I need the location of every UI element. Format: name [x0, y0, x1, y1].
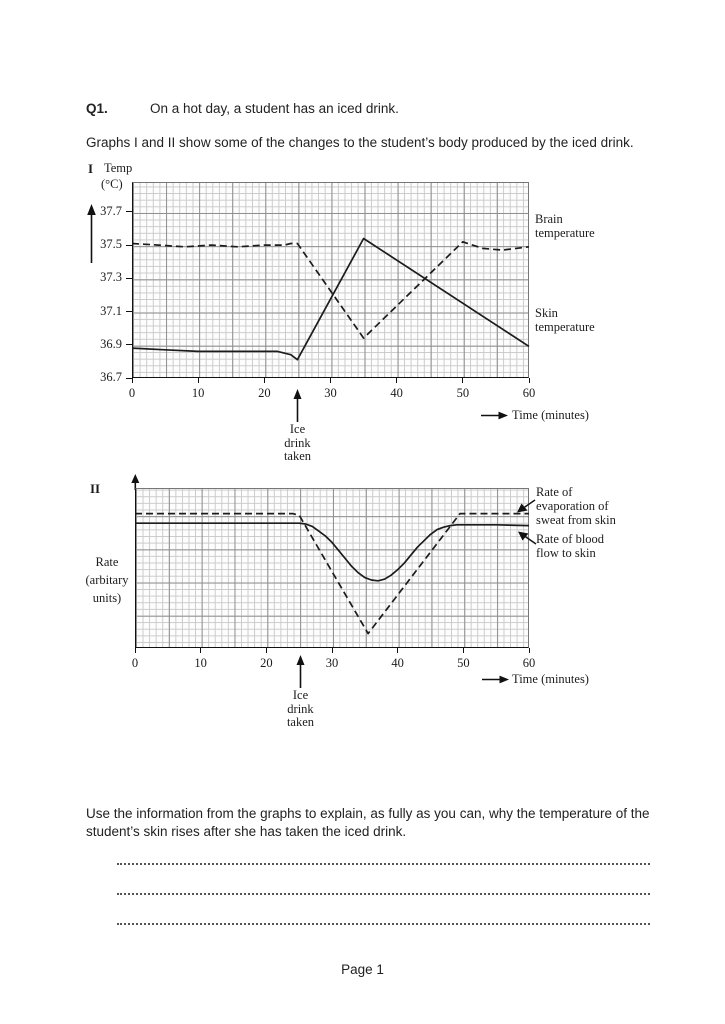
y-tick [126, 311, 132, 312]
y-tick-label: 36.9 [100, 336, 122, 351]
graph2-roman-numeral: II [90, 481, 101, 496]
x-tick-label: 60 [522, 386, 536, 400]
x-tick [332, 648, 333, 653]
y-tick-label: 37.3 [100, 270, 122, 285]
x-tick [330, 378, 331, 383]
y-tick [126, 245, 132, 246]
y-tick [126, 211, 132, 212]
sweat-label-arrow-icon [515, 497, 537, 515]
blood-flow-label: Rate of blood flow to skin [536, 532, 605, 560]
answer-line[interactable] [117, 893, 650, 895]
page-footer: Page 1 [341, 962, 384, 977]
x-tick-label: 30 [325, 656, 339, 670]
y-tick-label: 36.7 [100, 370, 122, 384]
graph1-ice-drink-note: Ice drink taken [283, 422, 312, 463]
graph2-xlabel: Time (minutes) [512, 672, 589, 686]
graph1-ylabel-line1: Temp [104, 161, 133, 175]
x-tick [135, 648, 136, 653]
x-tick-label: 40 [391, 656, 404, 670]
skin-temperature-label: Skin temperature [535, 306, 595, 334]
question-intro: On a hot day, a student has an iced drink. [150, 101, 399, 116]
prompt-line1: Use the information from the graphs to explain, as fully as you can, why the temperature of the [86, 806, 650, 821]
y-tick-label: 37.1 [100, 303, 122, 318]
time-axis-arrow-icon [482, 674, 509, 685]
ice-drink-arrow-icon [291, 389, 304, 423]
graph2-ice-drink-note: Ice drink taken [286, 688, 315, 729]
graph2-plot-area [135, 488, 529, 648]
sweat-evaporation-label: Rate of evaporation of sweat from skin [536, 485, 616, 527]
x-tick [463, 648, 464, 653]
x-tick-label: 20 [260, 656, 273, 670]
x-tick [397, 648, 398, 653]
question-number: Q1. [86, 101, 108, 116]
y-tick-label: 37.5 [100, 237, 122, 252]
x-tick [200, 648, 201, 653]
x-tick [266, 648, 267, 653]
x-tick-label: 10 [194, 656, 207, 670]
y-tick-label: 37.7 [100, 203, 122, 218]
x-tick-label: 30 [324, 386, 337, 400]
graphs-description: Graphs I and II show some of the changes to the student’s body produced by the iced drink. [86, 135, 634, 150]
graph1-plot-area [132, 182, 529, 378]
x-tick [462, 378, 463, 383]
x-tick [396, 378, 397, 383]
graph1-ylabel-line2: (°C) [101, 177, 123, 191]
answer-line[interactable] [117, 923, 650, 925]
prompt-line2: student’s skin rises after she has taken the iced drink. [86, 824, 407, 839]
brain-temperature-label: Brain temperature [535, 212, 595, 240]
x-tick-label: 50 [456, 386, 470, 400]
graph2-ylabel: Rate (arbitary units) [85, 555, 129, 605]
x-tick-label: 0 [128, 386, 136, 400]
x-tick [529, 648, 530, 653]
x-tick [529, 378, 530, 383]
x-tick-label: 10 [191, 386, 205, 400]
x-tick [198, 378, 199, 383]
graph1-roman-numeral: I [88, 161, 94, 176]
x-tick-label: 40 [390, 386, 403, 400]
x-tick-label: 0 [131, 656, 139, 670]
y-tick [126, 344, 132, 345]
x-tick [132, 378, 133, 383]
x-tick-label: 60 [522, 656, 536, 670]
time-axis-arrow-icon [481, 410, 508, 421]
x-tick-label: 20 [258, 386, 271, 400]
x-tick [264, 378, 265, 383]
y-tick [126, 378, 132, 379]
y-tick [126, 278, 132, 279]
ice-drink-arrow-icon [294, 655, 307, 689]
graph1-xlabel: Time (minutes) [512, 408, 589, 422]
blood-label-arrow-icon [516, 529, 538, 547]
answer-line[interactable] [117, 863, 650, 865]
x-tick-label: 50 [457, 656, 470, 670]
